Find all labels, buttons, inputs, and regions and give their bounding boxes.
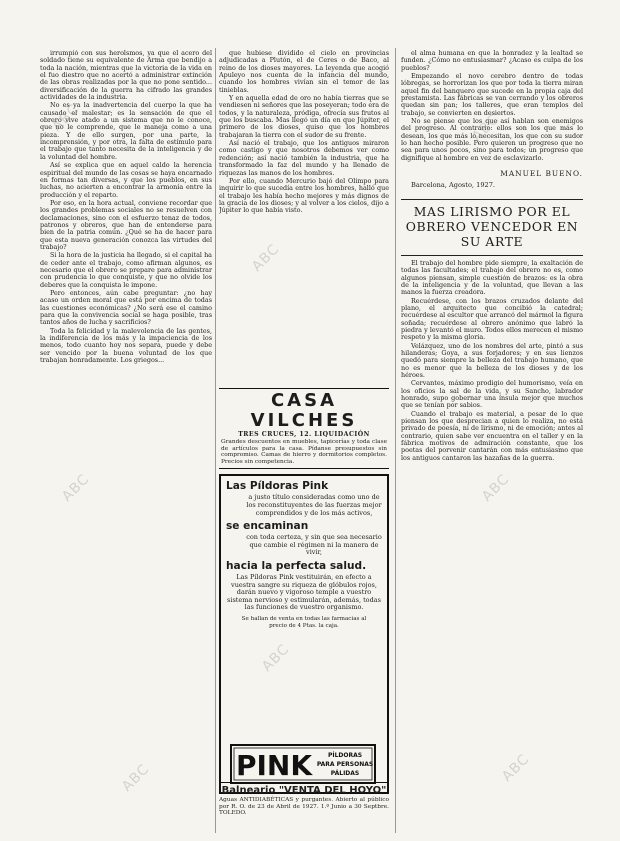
left-paragraph-3: Así se explica que en aquel caldo la herencia espiritual del mundo de las cosas se haya encarnado en formas tan diversas, y que los pueblos, en sus luchas, no acierten a encontrar la armonía entre la producción y el reparto. [40, 161, 212, 199]
left-paragraph-2: No es ya la inadvertencia del cuerpo la que ha causado el malestar; es la sensación de que el obrero vive atado a un sistema que no le conoce, que no le comprende, que le maneja como a una pieza. Y de ello surgen, por una parte, la incomprensión, y por otra, la falta de estímulo para el trabajo que tanto necesita de la inteligencia y de la voluntad del hombre. [40, 101, 212, 161]
left-paragraph-5: Si la hora de la justicia ha llegado, si el capital ha de ceder ante el trabajo, como afirman algunos, es necesario que el obrero se prepare para administrar con prudencia lo que conquiste, y que no olvide los deberes que la conquista le impone. [40, 251, 212, 289]
left-paragraph-1: irrumpió con sus herolsmos, ya que el acero del soldado tiene su equivalente de Arma que bendijo a toda la nación, mientras que la victoria de la vida en el fuo diestro que no acertó a administrar extinción de las obras realizadas por la que no pone sentido... diversificación de la guerra ha cifrado las grandes actividades de la industria. [40, 50, 212, 102]
watermark-stamp: ABC [58, 471, 93, 505]
article-headline: MAS LIRISMO POR EL OBRERO VENCEDOR EN SU ARTE [405, 203, 579, 249]
ad-pink-footer: Se hallan de venta en todas las farmacias al precio de 4 Ptas. la caja. [241, 615, 367, 629]
ad-casa-name: CASA VILCHES [250, 390, 358, 431]
right-article-paragraph-4: Cervantes, máximo prodigio del humorismo, veía en los oficios la sal de la vida, y su Sancho, labrador honrado, supo gobernar una ínsula mejor que muchos que se tenían por sabios. [401, 379, 583, 410]
pink-logo-line-2: PARA PERSONAS [316, 761, 374, 769]
pink-logo-line-3: PÁLIDAS [330, 770, 360, 778]
ad-pink-heading-2: se encaminan [226, 520, 309, 533]
article-signature: MANUEL BUENO. [500, 169, 583, 179]
ad-balneario-heading: Balneario "VENTA DEL HOYO" [221, 785, 387, 796]
ad-pink-body-1: a justo título consideradas como uno de los reconstituyentes de las fuerzas mejor comprendidos y de los más activos, [246, 493, 382, 517]
ad-casa-vilches [219, 388, 389, 469]
ad-balneario [219, 782, 389, 817]
section-rule [401, 199, 583, 200]
middle-paragraph-1: que hubiese dividido el cielo en provincias adjudicadas a Plutón, el de Ceres o de Baco, al reino de los dioses mayores. La leyenda que acogió Apuleyo nos cuenta de la infancia del mundo, cuando los hombres vivían sin el temor de las tinieblas. [219, 50, 389, 94]
ad-pildoras-pink [219, 474, 389, 794]
watermark-stamp: ABC [118, 761, 153, 795]
watermark-stamp: ABC [498, 751, 533, 785]
ad-pink-heading-1: Las Píldoras Pink [226, 480, 329, 493]
column-divider-left [215, 48, 216, 833]
ad-casa-body: Grandes descuentos en muebles, tapicerías y toda clase de artículos para la casa. Pídanse presupuestos sin compromiso. Camas de hierro y dormitorios completos. Precios sin competencia. [221, 439, 387, 465]
right-article-paragraph-1: El trabajo del hombre pide siempre, la exaltación de todas las facultades; el trabajo del obrero no es, como algunos piensan, simple cuestión de brazos: es la obra de la inteligencia y de la voluntad, que llevan a las manos la fuerza creadora. [401, 258, 583, 297]
pink-logo-word: PINK [235, 749, 313, 783]
watermark-stamp: ABC [468, 111, 503, 145]
column-divider-right [395, 48, 396, 833]
left-paragraph-6: Pero entonces, aún cabe preguntar: ¿no hay acaso un orden moral que está por encima de todas las cuestiones económicas? ¿No será ese el camino para que la convivencia social se haga posible, tras tantos años de lucha y sacrificios? [40, 289, 212, 327]
watermark-stamp: ABC [248, 241, 283, 275]
right-article-paragraph-5: Cuando el trabajo es material, a pesar de lo que piensan los que desprecian a quien lo realiza, no está privado de poesía, ni de lirismo, ni de emoción; antes al contrario, quien sabe ver encuentra en el taller y en la fábrica motivos de admiración constante, que los poetas del porvenir cantarán con más entusiasmo que los antiguos cantaron las hazañas de la guerra. [401, 409, 583, 462]
left-column [40, 50, 212, 830]
left-paragraph-4: Por eso, en la hora actual, conviene recordar que los grandes problemas sociales no se resuelven con declamaciones, sino con el esfuerzo tenaz de todos, patronos y obreros, que han de entenderse para bien de la patria común. ¿Qué se ha de hacer para que esta nueva generación conozca las virtudes del trabajo? [40, 198, 212, 251]
headline-rule [401, 255, 583, 256]
ad-balneario-body: Aguas ANTIDIABÉTICAS y purgantes. Abierto al público por R. O. de 23 de Abril de 1927. 1.º Junio a 30 Septbre. TOLEDO. [219, 797, 389, 817]
article-dateline: Barcelona, Agosto, 1927. [411, 180, 495, 189]
pink-pills-logo [230, 744, 376, 784]
right-top-paragraph-2: Empezando el novo cerebro dentro de todas lóbregas, se horrorizan los que por toda la tierra miran aquel fin del banquero que sucede en la propia caja del prestamista. Las fábricas se van cerrando y los obreros quedan sin pan; los talleres, que eran templos del trabajo, se convierten en desiertos. [401, 72, 583, 117]
watermark-stamp: ABC [478, 471, 513, 505]
ad-pink-body-3: Las Píldoras Pink vestituirán, en efecto a vuestra sangre su riqueza de glóbulos rojos, darán nuevo y vigoroso temple a vuestro sistema nervioso y estimularán, además, todas las funciones de vuestro organismo. [227, 572, 381, 612]
ad-pink-heading-3: hacia la perfecta salud. [226, 559, 367, 572]
pink-logo-line-1: PÍLDORAS [327, 752, 363, 760]
right-top-paragraph-1: el alma humana en que la honradez y la lealtad se funden. ¿Cómo no entusiasmar? ¿Acaso es culpa de los pueblos? [401, 50, 583, 72]
right-top-paragraph-3: No se piense que los que así hablan son enemigos del progreso. Al contrario: ellos son los que más lo desean, los que más lo necesitan, los que con su sudor lo han hecho posible. Pero quieren un progreso que no sea para unos pocos, sino para todos; un progreso que dignifique al hombre en vez de esclavizarlo. [401, 117, 583, 162]
middle-paragraph-3: Así nació el trabajo, que los antiguos miraron como castigo y que nosotros debemos ver como redención; así nació también la industria, que ha transformado la faz del mundo y ha llenado de riquezas las manos de los hombres. [219, 139, 389, 177]
middle-column [219, 50, 389, 380]
right-article-paragraph-2: Recuérdese, con los brazos cruzados delante del plano, el arquitecto que concibió la catedral; recuérdese al escultor que arrancó del mármol la figura soñada; recuérdese al obrero anónimo que labró la piedra y levantó el muro. Todos ellos merecen el mismo respeto y la misma gloria. [401, 296, 583, 342]
watermark-stamp: ABC [48, 101, 83, 135]
right-article-paragraph-3: Velázquez, uno de los nombres del arte, pintó a sus hilanderas; Goya, a sus forjadores; y en sus lienzos quedó para siempre la belleza del trabajo humano, que no es menor que la belleza de los dioses y de los héroes. [401, 341, 583, 379]
middle-paragraph-4: Por ello, cuando Mercurio bajó del Olimpo para inquirir lo que sucedía entre los hombres, halló que el trabajo les había hecho mejores y más dignos de la gracia de los dioses; y al volver a los cielos, dijo a Júpiter lo que había visto. [219, 176, 389, 215]
right-column [401, 50, 583, 830]
left-paragraph-7: Toda la felicidad y la malevolencia de las gentes, la indiferencia de los más y la impaciencia de los menos, todo cuanto hoy nos separa, puede y debe ser vencido por la buena voluntad de los que trabajan honradamente. Los griegos... [40, 326, 212, 365]
watermark-stamp: ABC [258, 641, 293, 675]
advertisements [219, 388, 389, 794]
ad-casa-subtitle: TRES CRUCES, 12. LIQUIDACIÓN [238, 431, 370, 438]
middle-paragraph-2: Y en aquella edad de oro no había tierras que se vendiesen ni señores que las poseyeran; todo era de todos, y la naturaleza, pródiga, ofrecía sus frutos al que los buscaba. Mas llegó un día en que Júpiter, el primero de los dioses, quiso que los hombres trabajaran la tierra con el sudor de su frente. [219, 94, 389, 139]
ad-pink-body-2: con toda certeza, y sin que sea necesario que cambie el régimen ni la manera de vivir, [246, 533, 382, 557]
